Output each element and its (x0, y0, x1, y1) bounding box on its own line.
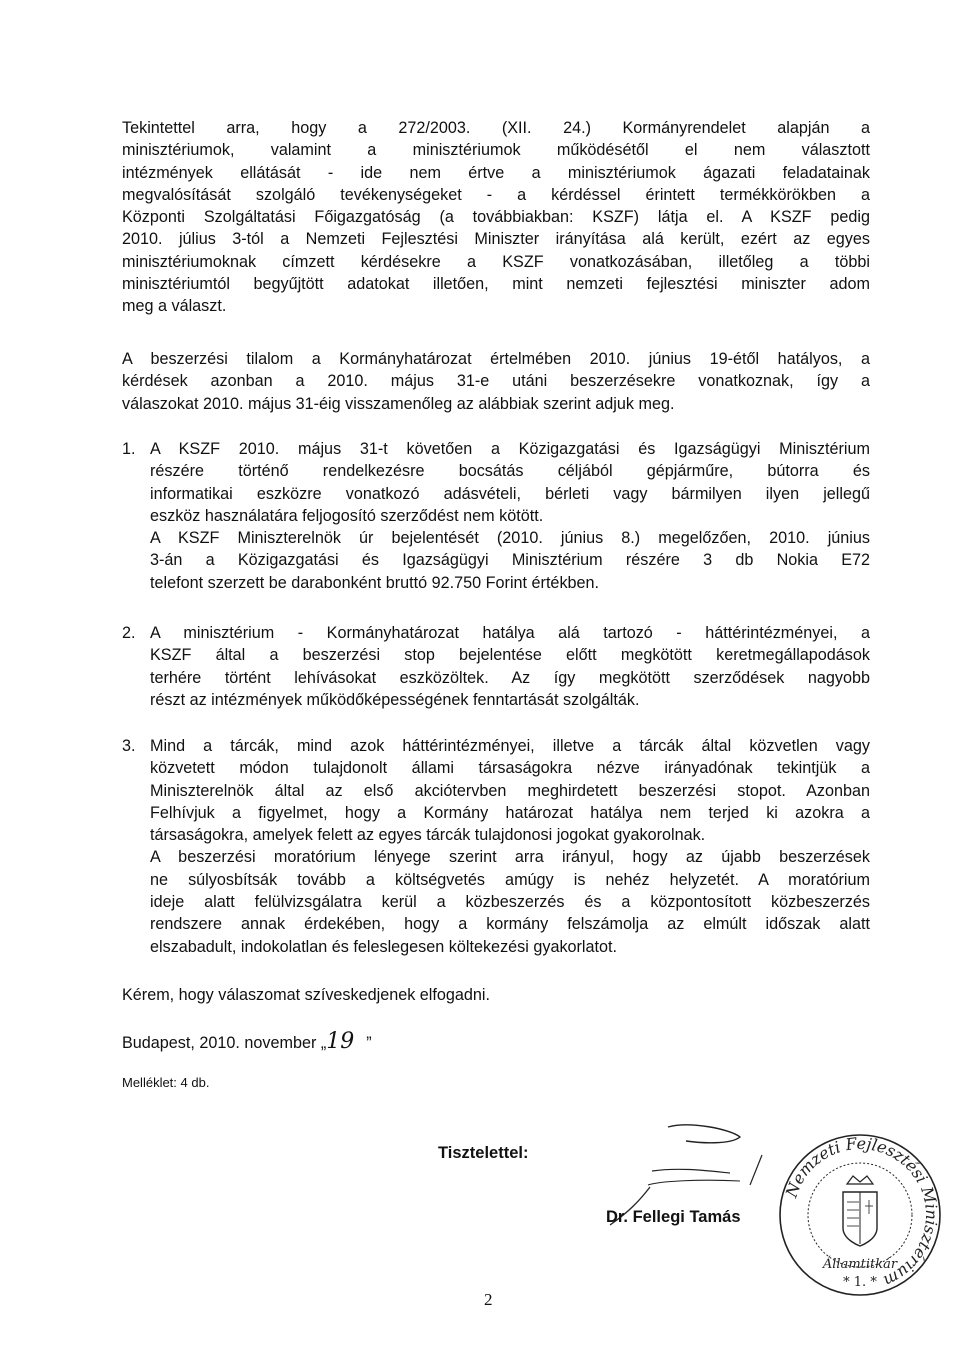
list-item-number: 3. (122, 737, 136, 755)
list-item-line: rendszere annak érdekében, hogy a kormány felszámolja az elmúlt időszak alatt (150, 915, 870, 934)
intro-line: megvalósítását szolgáló tevékenységeket - a kérdéssel érintett termékkörökben a (122, 185, 870, 204)
ban-line: kérdések azonban a 2010. május 31-e utáni beszerzésekre vonatkoznak, így a (122, 372, 870, 391)
date-prefix: Budapest, 2010. november „ (122, 1034, 327, 1052)
intro-paragraph (122, 117, 870, 318)
list-item-line: informatikai eszközre vonatkozó adásvételi, bérleti vagy bármilyen ilyen jellegű (150, 484, 870, 503)
list-item-line: A beszerzési moratórium lényege szerint arra irányul, hogy az újabb beszerzések (150, 848, 870, 867)
list-item-line: Felhívjuk a figyelmet, hogy a Kormány határozat hatálya nem terjed ki azokra a (150, 803, 870, 822)
intro-line: minisztériumok, valamint a minisztériumok működésétől el nem választott (122, 141, 870, 160)
intro-line: intézmények ellátását - ide nem értve a minisztériumok ágazati feladatainak (122, 163, 870, 182)
list-item-line: terhére történt lehívásokat eszközöltek. Az így megkötött szerződések nagyobb (150, 668, 870, 687)
list-item-line: ideje alatt felülvizsgálatra kerül a közbeszerzés és a központosított közbeszerzés (150, 893, 870, 912)
stamp-number: * 1. * (843, 1275, 877, 1290)
list-item-line: A KSZF 2010. május 31-t követően a Közigazgatási és Igazságügyi Minisztérium (150, 440, 870, 458)
intro-line: 2010. július 3-tól a Nemzeti Fejlesztési Miniszter irányítása alá került, ezért az egyes (122, 230, 870, 249)
list-item-line: Mind a tárcák, mind azok háttérintézményei, illetve a tárcák által közvetlen vagy (150, 737, 870, 755)
stamp-inner-text: Államtitkár (822, 1257, 898, 1272)
intro-line: meg a választ. (122, 297, 227, 316)
page-number: 2 (484, 1290, 493, 1309)
list-item-body (150, 735, 870, 958)
list-item-line: részt az intézmények működőképességének fenntartását szolgálták. (150, 690, 640, 709)
intro-line: Központi Szolgáltatási Főigazgatóság (a továbbiakban: KSZF) látja el. A KSZF pedig (122, 208, 870, 227)
date-suffix: ” (366, 1034, 372, 1052)
coat-of-arms-icon (843, 1176, 877, 1246)
ban-line: A beszerzési tilalom a Kormányhatározat értelmében 2010. június 19-étől hatályos, a (122, 350, 870, 368)
list-item-line: társaságokra, amelyek felett az egyes tárcák tulajdonosi jogokat gyakorolnak. (150, 826, 706, 845)
list-item-line: eszköz használatára feljogosító szerződést nem kötött. (150, 506, 544, 525)
list-item-line: ne súlyosbítsák tovább a költségvetés amúgy is nehéz helyzetét. A moratórium (150, 870, 870, 889)
ban-paragraph (122, 348, 870, 415)
stamp-ring-text: Nemzeti Fejlesztési Minisztérium (781, 1133, 942, 1291)
list-item-line: A KSZF Miniszterelnök úr bejelentését (2010. június 8.) megelőzően, 2010. június (150, 529, 870, 548)
list-item-number: 2. (122, 624, 136, 642)
list-item-line: elszabadult, indokolatlan és feleslegesen költekezési gyakorlatot. (150, 937, 618, 956)
signatory-name: Dr. Fellegi Tamás (606, 1208, 741, 1226)
greeting: Tisztelettel: (438, 1144, 529, 1162)
list-item-line: A minisztérium - Kormányhatározat hatálya alá tartozó - háttérintézményei, a (150, 624, 870, 642)
intro-line: minisztériumtól begyűjtött adatokat illetően, mint nemzeti fejlesztési miniszter adom (122, 275, 870, 294)
list-item-body (150, 622, 870, 711)
intro-line: Tekintettel arra, hogy a 272/2003. (XII. 24.) Kormányrendelet alapján a (122, 119, 870, 137)
official-stamp (775, 1130, 945, 1300)
date-day-handwritten: 19 (326, 1029, 355, 1054)
list-item-line: közvetett módon tulajdonolt állami társaságokra nézve irányadónak tekintjük a (150, 759, 870, 778)
list-item-body (150, 438, 870, 594)
list-item-line: KSZF által a beszerzési stop bejelentése előtt megkötött keretmegállapodások (150, 646, 870, 665)
list-item-line: 3-án a Közigazgatási és Igazságügyi Minisztérium részére 3 db Nokia E72 (150, 551, 870, 570)
list-item-line: telefont szerzett be darabonként bruttó 92.750 Forint értékben. (150, 573, 600, 592)
list-item-number: 1. (122, 440, 136, 458)
closing-sentence: Kérem, hogy válaszomat szíveskedjenek elfogadni. (122, 986, 491, 1004)
date-line (122, 1031, 372, 1054)
attachment-note: Melléklet: 4 db. (122, 1075, 210, 1090)
list-item-line: részére történő rendelkezésre bocsátás céljából gépjárműre, bútorra és (150, 462, 870, 481)
intro-line: minisztériumoknak címzett kérdésekre a KSZF vonatkozásában, illetőleg a többi (122, 252, 870, 271)
list-item-line: Miniszterelnök által az első akciótervben meghirdetett beszerzési stopot. Azonban (150, 781, 870, 800)
ban-line: válaszokat 2010. május 31-éig visszamenőleg az alábbiak szerint adjuk meg. (122, 394, 675, 413)
